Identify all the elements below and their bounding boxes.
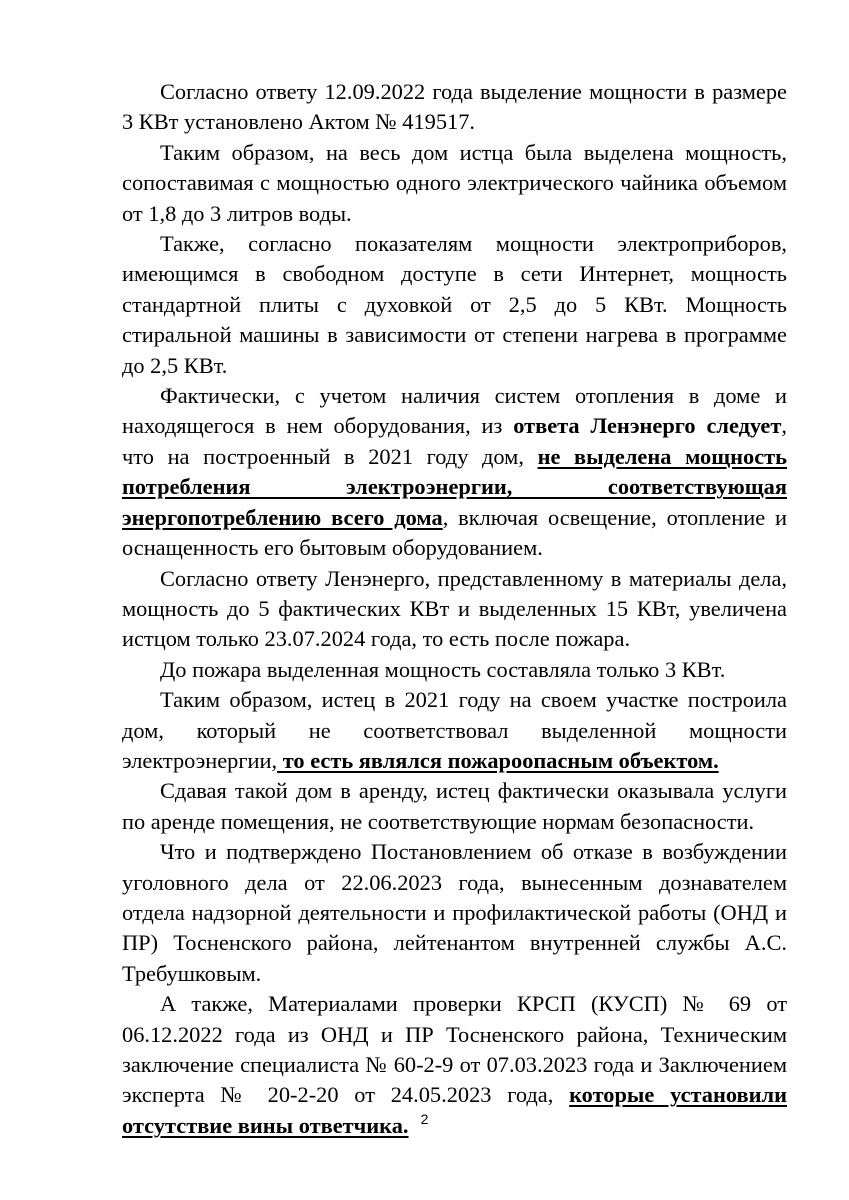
paragraph-text: Фактически, с учетом наличия систем отопления в доме и находящегося в нем оборудования, из — [122, 383, 787, 439]
paragraph-fire-hazard — [122, 685, 787, 776]
page-number: 2 — [420, 1111, 429, 1127]
paragraph-text: , включая освещение, отопление и оснащенность его бытовым оборудованием. — [122, 504, 787, 561]
emphasis-bold-underlined: которые установили отсутствие вины ответчика. — [122, 1082, 788, 1138]
paragraph-text: А также, Материалами проверки КРСП (КУСП) № 69 от 06.12.2022 года из ОНД и ПР Тосненского района, Техническим заключение специалиста № 60-2-9 от 07.03.2023 года и Заключением эксперта № 20-2-20 от 24.05.2023 года, — [122, 991, 787, 1108]
paragraph-text: Таким образом, на весь дом истца была выделена мощность, сопоставимая с мощностью одного электрического чайника объемом от 1,8 до 3 литров воды. — [122, 139, 787, 226]
paragraph-before-fire — [122, 655, 787, 685]
paragraph-text: Таким образом, истец в 2021 году на своем участке построила дом, который не соответствовал выделенной мощности электроэнергии, — [122, 687, 787, 773]
paragraph-text: Сдавая такой дом в аренду, истец фактически оказывала услуги по аренде помещения, не соответствующие нормам безопасности. — [122, 778, 787, 834]
paragraph-lenenergo-finding — [122, 381, 787, 563]
emphasis-bold: ответа Ленэнерго следует — [513, 413, 782, 439]
paragraph-text: До пожара выделенная мощность составляла только 3 КВт. — [160, 656, 726, 682]
document-body — [122, 77, 787, 1141]
paragraph-text: Что и подтверждено Постановлением об отказе в возбуждении уголовного дела от 22.06.2023 года, вынесенным дознавателем отдела надзорной деятельности и профилактической работы (ОНД и ПР) Тосненского района, лейтенантом внутренней службы А.С. Требушковым. — [122, 839, 787, 986]
emphasis-bold-underlined: то есть являлся пожароопасным объектом. — [277, 747, 719, 773]
paragraph-rental — [122, 776, 787, 837]
paragraph-resolution — [122, 837, 787, 989]
paragraph-text: Согласно ответу 12.09.2022 года выделение мощности в размере 3 КВт установлено Актом № 419517. — [122, 79, 787, 135]
paragraph-text: Согласно ответу Ленэнерго, представленному в материалы дела, мощность до 5 фактических КВт и выделенных 15 КВт, увеличена истцом только 23.07.2024 года, то есть после пожара. — [122, 565, 787, 652]
paragraph-appliance-power — [122, 229, 787, 381]
paragraph-text: , что на построенный в 2021 году дом, — [122, 413, 787, 469]
paragraph-power-increase — [122, 564, 787, 655]
paragraph-act-power — [122, 77, 787, 138]
paragraph-kettle-comparison — [122, 138, 787, 229]
emphasis-bold-underlined: не выделена мощность потребления электроэнергии, соответствующая энергопотреблению всего дома — [122, 443, 787, 530]
paragraph-text: Также, согласно показателям мощности электроприборов, имеющимся в свободном доступе в сети Интернет, мощность стандартной плиты с духовкой от 2,5 до 5 КВт. Мощность стиральной машины в зависимости от степени нагрева в программе до 2,5 КВт. — [122, 231, 787, 378]
